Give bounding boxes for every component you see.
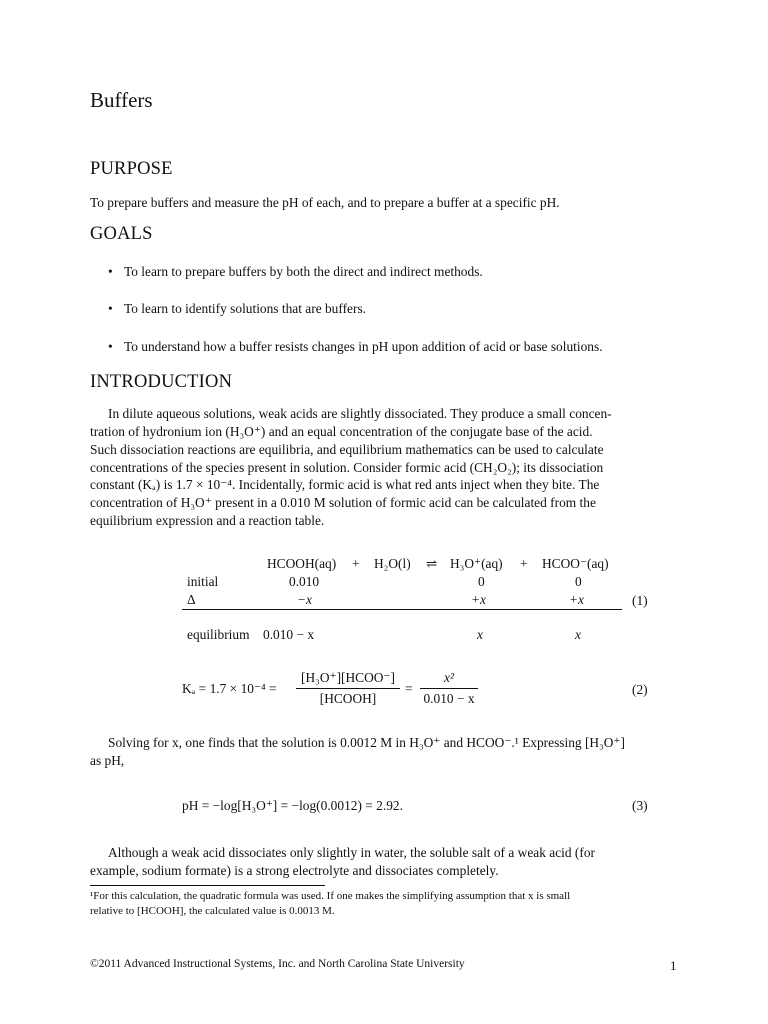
intro-line: Such dissociation reactions are equilibria, and equilibrium mathematics can be used to calculate [90,442,604,457]
ph-equation: pH = −log[H₃O⁺] = −log(0.0012) = 2.92. [182,798,403,813]
bullet-icon: • [108,339,113,354]
table-divider [182,609,622,610]
goal-item: • To learn to prepare buffers by both the direct and indirect methods. [108,264,483,279]
page-title: Buffers [90,88,153,112]
cell-delta-hydronium: +x [471,592,486,607]
equation-number-3: (3) [632,798,648,813]
goal-item: • To understand how a buffer resists changes in pH upon addition of acid or base solutions. [108,339,603,354]
fraction-bar [420,688,478,689]
cell-initial-formate: 0 [575,574,582,589]
intro-line: constant (Kₐ) is 1.7 × 10⁻⁴. Incidentally, formic acid is what red ants inject when they bite. The [90,477,600,492]
equation-number-1: (1) [632,593,648,608]
ka-numerator-2: x² [444,670,454,685]
cell-delta-acid: −x [297,592,312,607]
bullet-icon: • [108,264,113,279]
equilibrium-arrow: ⇌ [426,556,438,571]
product-formate: HCOO⁻(aq) [542,556,609,571]
reactant-water: H₂O(l) [374,556,411,571]
purpose-text: To prepare buffers and measure the pH of each, and to prepare a buffer at a specific pH. [90,195,560,210]
goals-heading: GOALS [90,224,153,244]
solving-line: as pH, [90,753,125,768]
row-label-initial: initial [187,574,219,589]
bullet-icon: • [108,301,113,316]
ka-denominator-1: [HCOOH] [319,691,377,706]
plus-sign: + [520,556,528,571]
plus-sign: + [352,556,360,571]
goal-item: • To learn to identify solutions that are buffers. [108,301,367,316]
cell-initial-hydronium: 0 [478,574,485,589]
product-hydronium: H₃O⁺(aq) [450,556,503,571]
intro-line: In dilute aqueous solutions, weak acids are slightly dissociated. They produce a small concen- [108,406,612,421]
cell-eq-acid: 0.010 − x [263,627,315,642]
ka-denominator-2: 0.010 − x [423,691,475,706]
although-line: example, sodium formate) is a strong electrolyte and dissociates completely. [90,863,499,878]
footnote-rule [90,885,325,886]
reactant-formic-acid: HCOOH(aq) [267,556,337,571]
purpose-heading: PURPOSE [90,159,173,179]
ka-lhs: Kₐ = 1.7 × 10⁻⁴ = [182,681,277,696]
intro-line: concentrations of the species present in solution. Consider formic acid (CH₂O₂); its dissociation [90,460,604,475]
row-label-equilibrium: equilibrium [187,627,250,642]
row-label-delta: Δ [187,592,196,607]
intro-line: concentration of H₃O⁺ present in a 0.010 M solution of formic acid can be calculated from the [90,495,596,510]
introduction-heading: INTRODUCTION [90,372,233,392]
cell-initial-acid: 0.010 [289,574,320,589]
intro-line: equilibrium expression and a reaction table. [90,513,325,528]
intro-line: tration of hydronium ion (H₃O⁺) and an equal concentration of the conjugate base of the acid. [90,424,593,439]
footnote-line: ¹For this calculation, the quadratic formula was used. If one makes the simplifying assumption that x is small [90,890,571,902]
ka-numerator-1: [H₃O⁺][HCOO⁻] [301,670,395,685]
cell-eq-formate: x [575,627,581,642]
although-line: Although a weak acid dissociates only slightly in water, the soluble salt of a weak acid (for [108,845,595,860]
solving-line: Solving for x, one finds that the solution is 0.0012 M in H₃O⁺ and HCOO⁻.¹ Expressing [H₃O⁺] [108,735,625,750]
page-number: 1 [670,958,677,973]
cell-eq-hydronium: x [477,627,483,642]
equals-sign: = [405,681,413,696]
fraction-bar [296,688,400,689]
cell-delta-formate: +x [569,592,584,607]
copyright-footer: ©2011 Advanced Instructional Systems, Inc. and North Carolina State University [90,958,465,970]
equation-number-2: (2) [632,682,648,697]
footnote-line: relative to [HCOOH], the calculated value is 0.0013 M. [90,905,335,917]
